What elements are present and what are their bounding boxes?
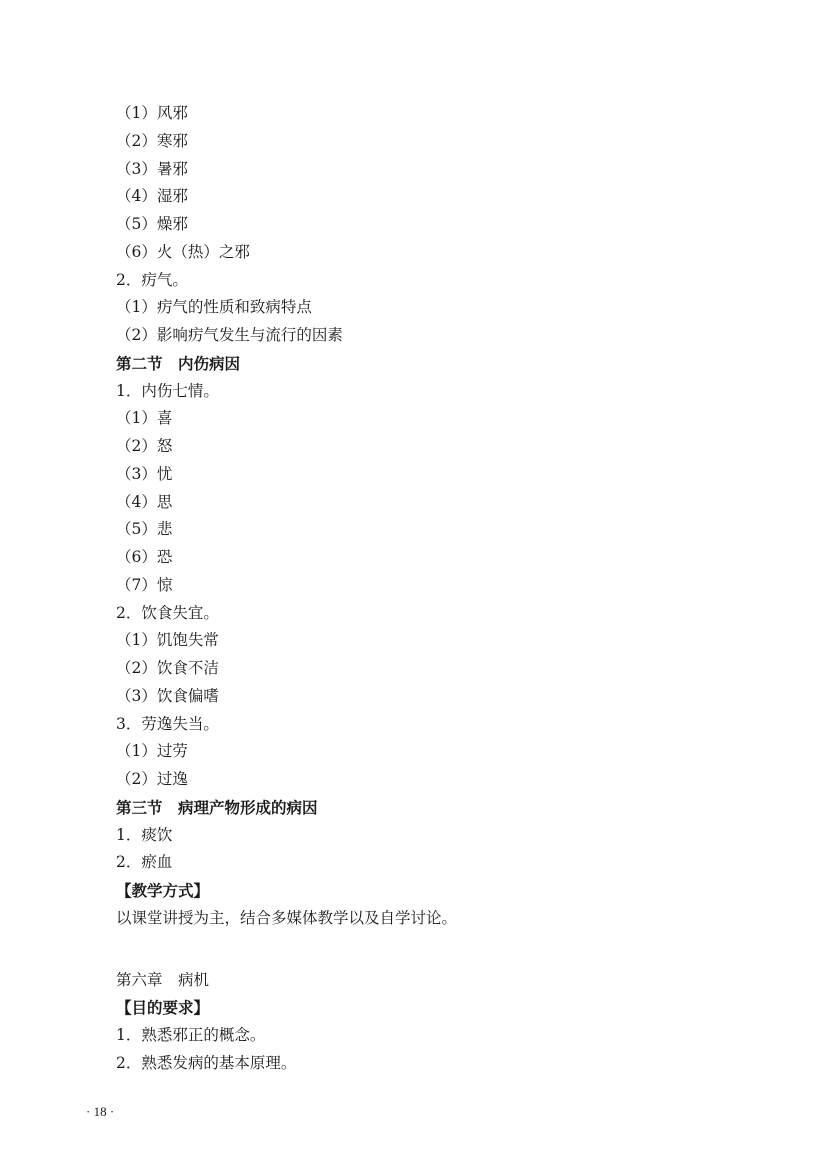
page-number: · 18 · <box>86 1104 115 1119</box>
objectives-heading: 【目的要求】 <box>116 998 210 1018</box>
list-item: 3．劳逸失当。 <box>116 714 219 733</box>
list-item: （3）饮食偏嗜 <box>116 686 219 705</box>
list-item: （1）喜 <box>116 409 173 428</box>
chapter-heading: 第六章 病机 <box>116 970 210 989</box>
list-item: （5）悲 <box>116 520 173 539</box>
list-item: （4）思 <box>116 492 173 511</box>
list-item: （7）惊 <box>116 575 173 594</box>
list-item: （3）暑邪 <box>116 159 188 178</box>
list-item: （2）怒 <box>116 437 173 455</box>
list-item: （1）风邪 <box>116 104 188 122</box>
list-item: （1）饥饱失常 <box>116 631 219 650</box>
list-item: 2．疠气。 <box>116 270 188 289</box>
page-body <box>116 100 756 1078</box>
section-heading: 第三节 病理产物形成的病因 <box>116 797 318 817</box>
paragraph: 以课堂讲授为主，结合多媒体教学以及自学讨论。 <box>116 908 458 927</box>
list-item: （6）火（热）之邪 <box>116 242 250 261</box>
list-item: （5）燥邪 <box>116 215 188 233</box>
list-item: （2）寒邪 <box>116 131 188 150</box>
list-item: （1）过劳 <box>116 742 188 761</box>
list-item: （3）忧 <box>116 464 173 483</box>
teaching-method-heading: 【教学方式】 <box>116 881 210 900</box>
list-item: （4）湿邪 <box>116 187 188 206</box>
list-item: 2．饮食失宜。 <box>116 603 219 622</box>
list-item: （2）饮食不洁 <box>116 659 219 677</box>
list-item: 1．熟悉邪正的概念。 <box>116 1026 266 1044</box>
list-item: 2．瘀血 <box>116 853 173 872</box>
spacer <box>116 933 756 967</box>
list-item: （2）过逸 <box>116 770 188 788</box>
list-item: （1）疠气的性质和致病特点 <box>116 298 312 317</box>
list-item: 1．痰饮 <box>116 825 173 844</box>
list-item: 1．内伤七情。 <box>116 381 219 400</box>
list-item: （2）影响疠气发生与流行的因素 <box>116 326 343 344</box>
list-item: 2．熟悉发病的基本原理。 <box>116 1053 297 1072</box>
list-item: （6）恐 <box>116 548 173 566</box>
section-heading: 第二节 内伤病因 <box>116 353 241 373</box>
